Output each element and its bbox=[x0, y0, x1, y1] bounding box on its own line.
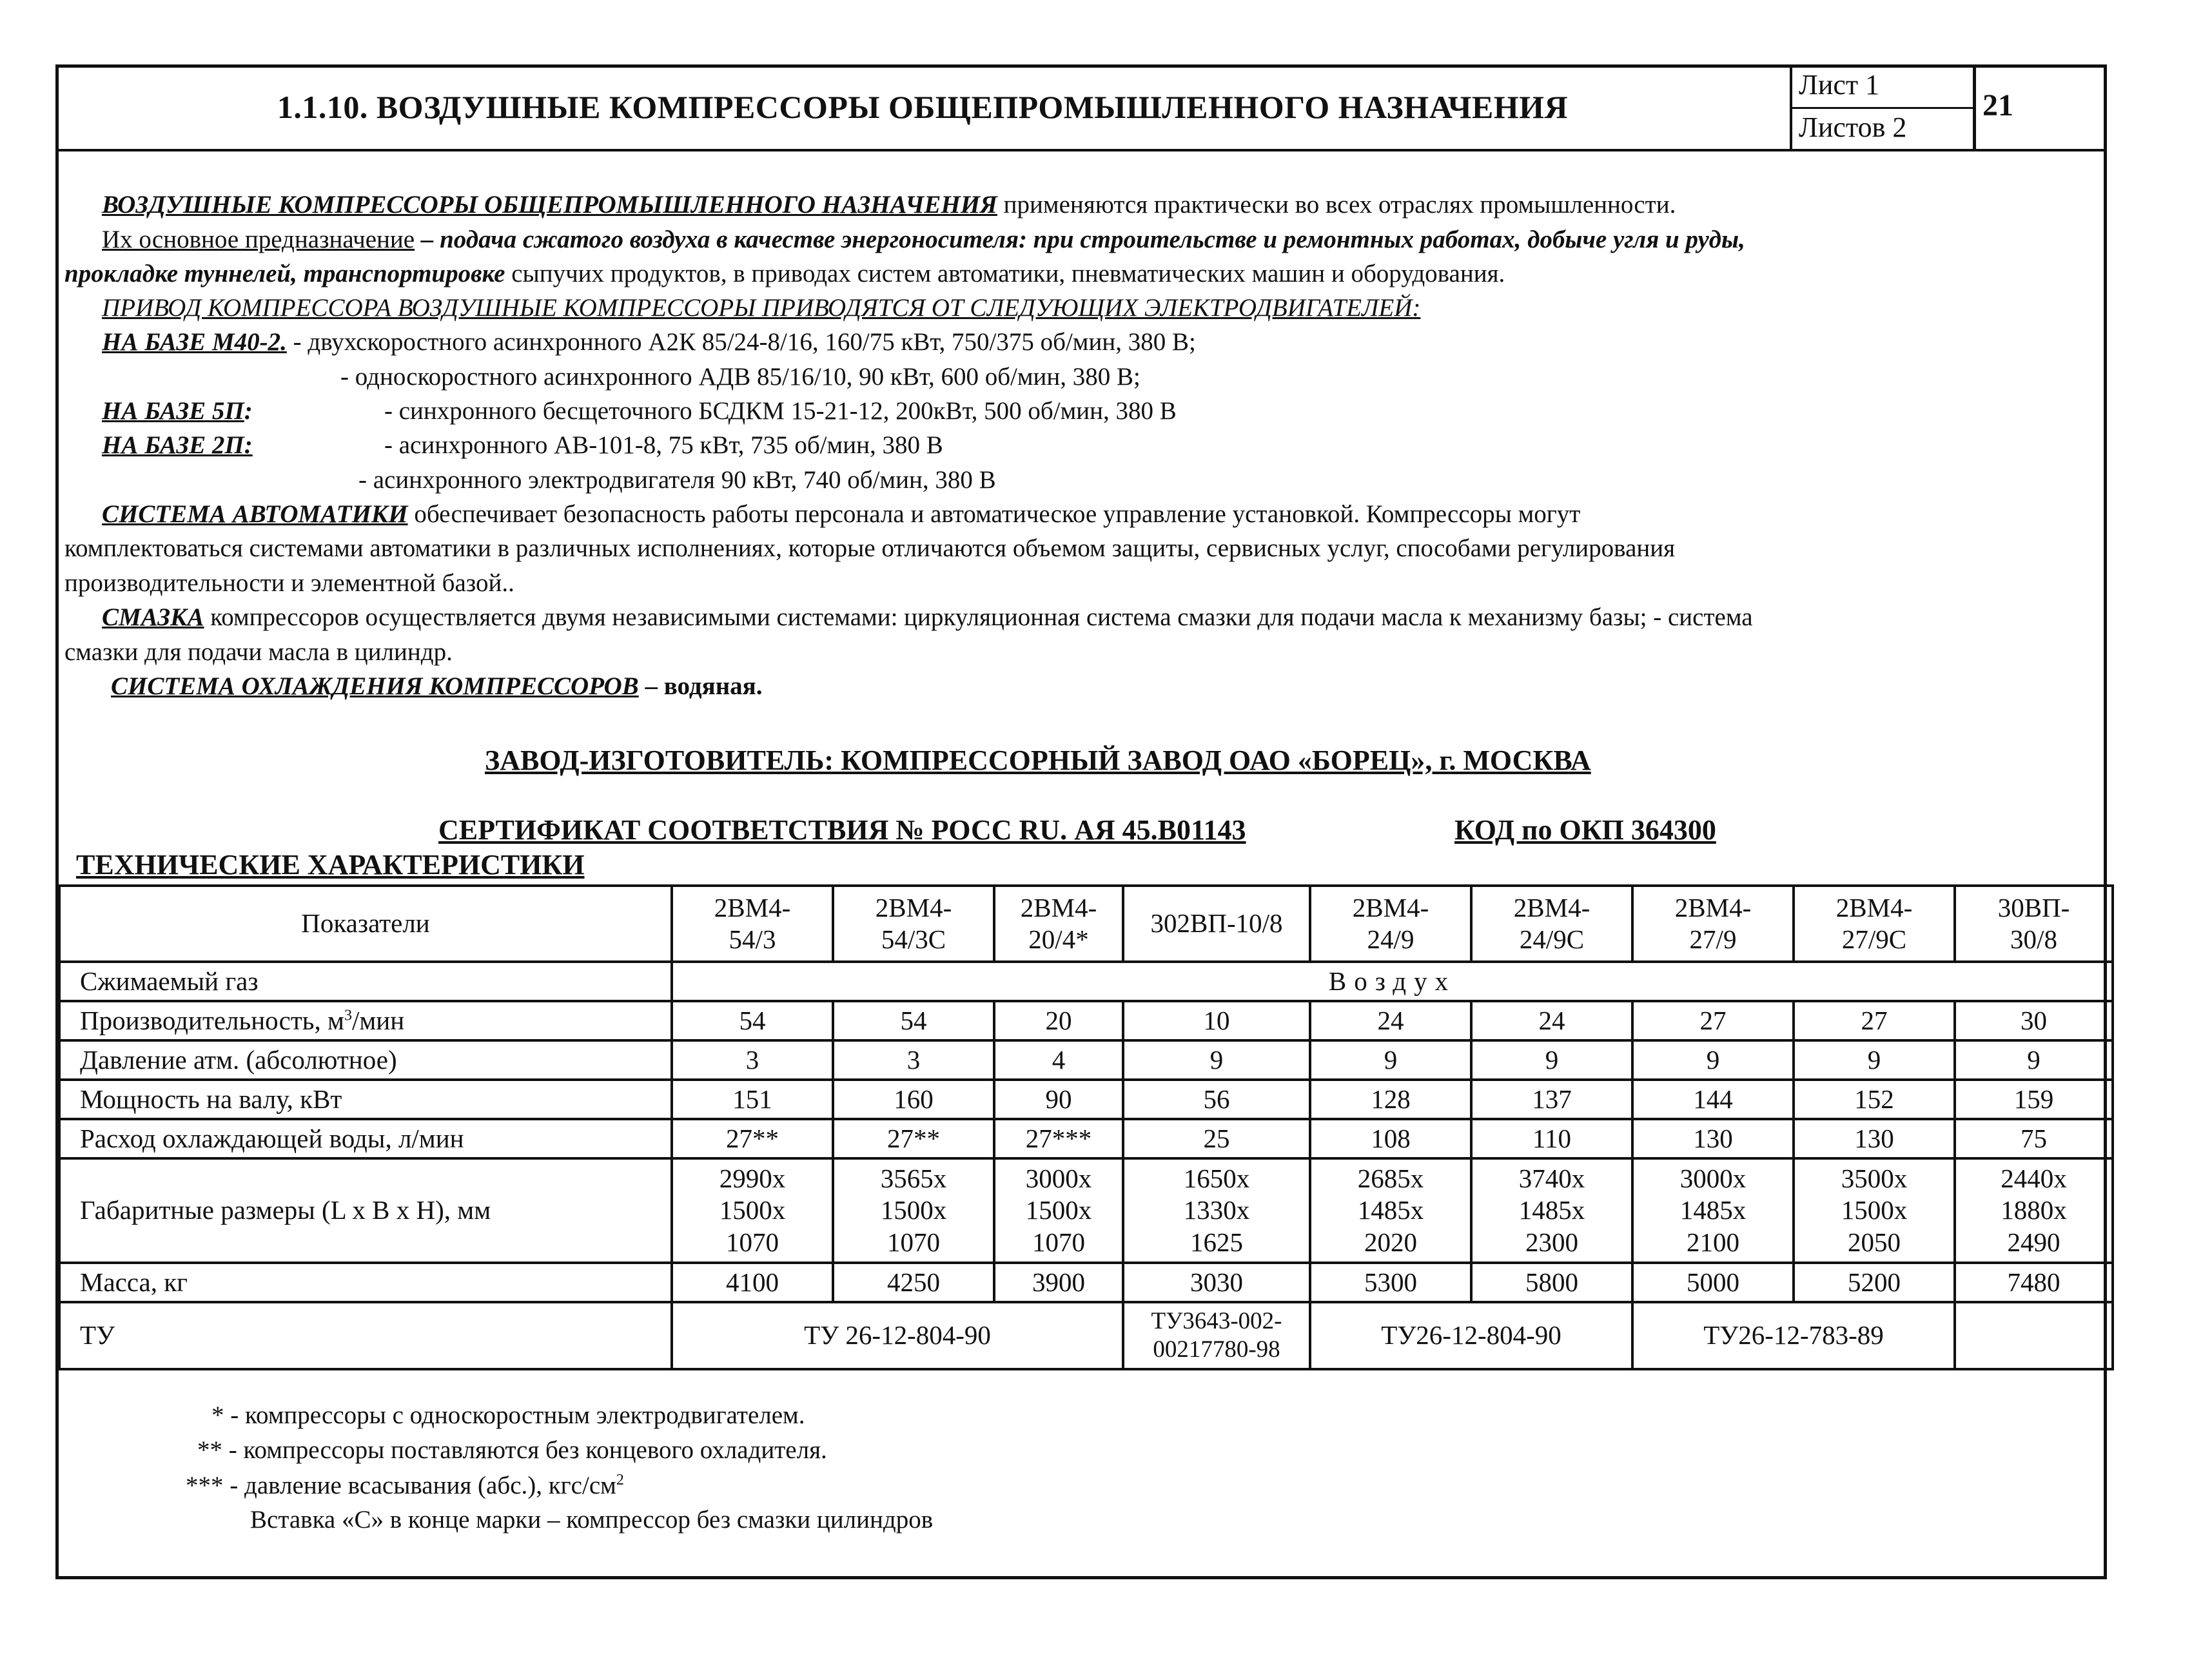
model-name-part: 2ВМ4- bbox=[1835, 892, 1913, 922]
dims-value: 2300 bbox=[1525, 1227, 1578, 1257]
automation-line-2: комплектоваться системами автоматики в различных исполнениях, которые отличаются объемом защиты, сервисных услуг, способами регулирования bbox=[64, 534, 1676, 562]
model-name-part: 30ВП- bbox=[1997, 892, 2070, 922]
row-label: Масса, кг bbox=[59, 1263, 672, 1302]
table-row bbox=[59, 1040, 2113, 1080]
dims-value: 1070 bbox=[726, 1227, 779, 1257]
dims-cell bbox=[1123, 1158, 1310, 1263]
purpose-text: – подача сжатого воздуха в качестве энергоносителя: при строительстве и ремонтных работах, добыче угля и руды, bbox=[415, 226, 1745, 253]
dims-value: 2100 bbox=[1687, 1227, 1739, 1257]
automation-line-3: производительности и элементной базой.. bbox=[64, 569, 514, 597]
sheet-number: Лист 1 bbox=[1799, 69, 1880, 101]
dims-value: 1650х bbox=[1183, 1164, 1250, 1194]
power-cell: 160 bbox=[833, 1080, 994, 1119]
mass-cell: 4100 bbox=[672, 1263, 833, 1302]
model-name-part: 27/9 bbox=[1689, 924, 1737, 954]
manufacturer: ЗАВОД-ИЗГОТОВИТЕЛЬ: КОМПРЕССОРНЫЙ ЗАВОД ОАО «БОРЕЦ», г. МОСКВА bbox=[485, 745, 1591, 776]
dims-value: 1485х bbox=[1357, 1195, 1424, 1225]
sheets-total: Листов 2 bbox=[1799, 112, 1907, 143]
power-cell: 90 bbox=[994, 1080, 1123, 1119]
row-label bbox=[59, 1001, 672, 1040]
model-name-part: 27/9С bbox=[1841, 924, 1907, 954]
dims-value: 1880х bbox=[2001, 1195, 2067, 1225]
base-2p-text-1: - асинхронного АВ-101-8, 75 кВт, 735 об/мин, 380 В bbox=[384, 431, 943, 459]
model-name-part: 54/3С bbox=[881, 924, 946, 954]
capacity-unit: /мин bbox=[351, 1005, 405, 1035]
capacity-cell: 54 bbox=[833, 1001, 994, 1040]
capacity-cell: 27 bbox=[1794, 1001, 1955, 1040]
certificate-number: СЕРТИФИКАТ СООТВЕТСТВИЯ № РОСС RU. АЯ 45.В01143 bbox=[438, 814, 1246, 846]
header-cell: Показатели bbox=[59, 886, 672, 962]
pressure-cell: 3 bbox=[672, 1040, 833, 1080]
table-row bbox=[59, 1001, 2113, 1040]
mass-cell: 7480 bbox=[1955, 1263, 2113, 1302]
footnote-3-sup: 2 bbox=[616, 1472, 624, 1488]
base-2p-text-2: - асинхронного электродвигателя 90 кВт, 740 об/мин, 380 В bbox=[358, 466, 996, 494]
power-cell: 137 bbox=[1471, 1080, 1632, 1119]
table-row bbox=[59, 1263, 2113, 1302]
intro-line-1 bbox=[102, 192, 1676, 217]
dims-cell bbox=[1310, 1158, 1471, 1263]
dims-value: 3000х bbox=[1025, 1164, 1092, 1194]
capacity-cell: 27 bbox=[1632, 1001, 1794, 1040]
model-cell bbox=[994, 886, 1123, 962]
model-name-part: 24/9 bbox=[1367, 924, 1414, 954]
tech-specs-heading: ТЕХНИЧЕСКИЕ ХАРАКТЕРИСТИКИ bbox=[76, 849, 585, 881]
pressure-cell: 9 bbox=[1471, 1040, 1632, 1080]
row-label: Давление атм. (абсолютное) bbox=[59, 1040, 672, 1080]
dims-value: 2990х bbox=[719, 1164, 786, 1194]
automation-line-1 bbox=[102, 502, 1580, 527]
base-5p-label bbox=[102, 398, 253, 424]
footnote-3-text: *** - давление всасывания (абс.), кгс/см bbox=[186, 1472, 616, 1499]
model-name-part: 20/4* bbox=[1028, 924, 1089, 954]
cooling-type: – водяная. bbox=[638, 672, 763, 700]
page-title-text: 1.1.10. ВОЗДУШНЫЕ КОМПРЕССОРЫ ОБЩЕПРОМЫШЛЕННОГО НАЗНАЧЕНИЯ bbox=[277, 88, 1569, 125]
dims-value: 3000х bbox=[1679, 1164, 1747, 1194]
lubrication-line-2: смазки для подачи масла в цилиндр. bbox=[64, 638, 453, 666]
water-cell: 27** bbox=[672, 1119, 833, 1158]
tu-cell: ТУ26-12-783-89 bbox=[1632, 1302, 1955, 1369]
base-2p-label bbox=[102, 433, 253, 458]
water-cell: 110 bbox=[1471, 1119, 1632, 1158]
dims-value: 1485х bbox=[1518, 1195, 1585, 1225]
base-5p-colon: : bbox=[244, 397, 253, 425]
dims-cell bbox=[1471, 1158, 1632, 1263]
dims-value: 3500х bbox=[1841, 1164, 1908, 1194]
dims-cell bbox=[994, 1158, 1123, 1263]
drive-heading-text: ПРИВОД КОМПРЕССОРА ВОЗДУШНЫЕ КОМПРЕССОРЫ ПРИВОДЯТСЯ ОТ СЛЕДУЮЩИХ ЭЛЕКТРОДВИГАТЕЛЕЙ: bbox=[102, 294, 1421, 322]
drive-heading bbox=[102, 295, 1420, 320]
cooling-lead: СИСТЕМА ОХЛАЖДЕНИЯ КОМПРЕССОРОВ bbox=[111, 672, 639, 700]
capacity-cell: 20 bbox=[994, 1001, 1123, 1040]
pressure-cell: 3 bbox=[833, 1040, 994, 1080]
capacity-cell: 24 bbox=[1310, 1001, 1471, 1040]
capacity-label: Производительность, м bbox=[80, 1005, 344, 1035]
automation-lead: СИСТЕМА АВТОМАТИКИ bbox=[102, 500, 408, 528]
dims-cell bbox=[833, 1158, 994, 1263]
automation-text: обеспечивает безопасность работы персонала и автоматическое управление установкой. Компрессоры могут bbox=[407, 500, 1581, 528]
footnote-2: ** - компрессоры поставляются без концевого охладителя. bbox=[197, 1436, 827, 1464]
lubrication-line-1 bbox=[102, 605, 1753, 630]
model-cell bbox=[672, 886, 833, 962]
dims-value: 1500х bbox=[880, 1195, 947, 1225]
model-cell bbox=[1471, 886, 1632, 962]
mass-cell: 5300 bbox=[1310, 1263, 1471, 1302]
capacity-cell: 24 bbox=[1471, 1001, 1632, 1040]
model-name-part: 302ВП-10/8 bbox=[1150, 908, 1283, 939]
gas-value: Воздух bbox=[672, 962, 2113, 1001]
dims-cell bbox=[1955, 1158, 2113, 1263]
mass-cell: 4250 bbox=[833, 1263, 994, 1302]
base-m40-line-2: - односкоростного асинхронного АДВ 85/16/10, 90 кВт, 600 об/мин, 380 В; bbox=[340, 363, 1140, 391]
water-cell: 108 bbox=[1310, 1119, 1471, 1158]
pressure-cell: 9 bbox=[1310, 1040, 1471, 1080]
pressure-cell: 9 bbox=[1794, 1040, 1955, 1080]
dims-value: 1070 bbox=[1032, 1227, 1085, 1257]
mass-cell: 3900 bbox=[994, 1263, 1123, 1302]
dims-value: 3565х bbox=[880, 1164, 947, 1194]
mass-cell: 5200 bbox=[1794, 1263, 1955, 1302]
lubrication-text: компрессоров осуществляется двумя независимыми системами: циркуляционная система смазки для подачи масла к механизму базы; - система bbox=[204, 603, 1753, 631]
capacity-cell: 30 bbox=[1955, 1001, 2113, 1040]
model-cell bbox=[1632, 886, 1794, 962]
intro-line-3 bbox=[64, 261, 1505, 286]
header-divider bbox=[55, 149, 2107, 151]
capacity-cell: 54 bbox=[672, 1001, 833, 1040]
page-title bbox=[55, 64, 1790, 149]
specs-table bbox=[58, 884, 2114, 1370]
header-separator bbox=[1790, 107, 1973, 109]
cooling-line bbox=[111, 674, 763, 699]
dims-value: 1330х bbox=[1183, 1195, 1250, 1225]
row-label: Габаритные размеры (L x B x H), мм bbox=[59, 1158, 672, 1263]
base-2p-label-text: НА БАЗЕ 2П: bbox=[102, 431, 253, 459]
dims-value: 1485х bbox=[1679, 1195, 1747, 1225]
purpose-text-rest: сыпучих продуктов, в приводах систем автоматики, пневматических машин и оборудования. bbox=[505, 260, 1505, 287]
pressure-cell: 4 bbox=[994, 1040, 1123, 1080]
purpose-label: Их основное предназначение bbox=[102, 226, 415, 253]
model-cell bbox=[833, 886, 994, 962]
base-m40-motor-1: - двухскоростного асинхронного А2К 85/24-8/16, 160/75 кВт, 750/375 об/мин, 380 В; bbox=[286, 328, 1196, 356]
water-cell: 75 bbox=[1955, 1119, 2113, 1158]
dims-value: 1500х bbox=[1841, 1195, 1908, 1225]
capacity-sup: 3 bbox=[344, 1007, 352, 1024]
dims-value: 2440х bbox=[2001, 1164, 2067, 1194]
dims-value: 2685х bbox=[1357, 1164, 1424, 1194]
model-cell bbox=[1123, 886, 1310, 962]
purpose-text-cont: прокладке туннелей, транспортировке bbox=[64, 260, 505, 287]
model-cell bbox=[1794, 886, 1955, 962]
dims-value: 1070 bbox=[887, 1227, 940, 1257]
mass-cell: 3030 bbox=[1123, 1263, 1310, 1302]
model-cell bbox=[1955, 886, 2113, 962]
row-label: ТУ bbox=[59, 1302, 672, 1369]
power-cell: 151 bbox=[672, 1080, 833, 1119]
intro-text: применяются практически во всех отраслях промышленности. bbox=[997, 191, 1676, 219]
base-m40-label: НА БАЗЕ М40-2. bbox=[102, 328, 287, 356]
dims-cell bbox=[1632, 1158, 1794, 1263]
power-cell: 144 bbox=[1632, 1080, 1794, 1119]
model-name-part: 2ВМ4- bbox=[875, 892, 952, 922]
mass-cell: 5000 bbox=[1632, 1263, 1794, 1302]
model-name-part: 2ВМ4- bbox=[1513, 892, 1590, 922]
pressure-cell: 9 bbox=[1632, 1040, 1794, 1080]
base-m40-line-1 bbox=[102, 329, 1196, 355]
power-cell: 56 bbox=[1123, 1080, 1310, 1119]
table-row bbox=[59, 1302, 2113, 1369]
water-cell: 25 bbox=[1123, 1119, 1310, 1158]
pressure-cell: 9 bbox=[1955, 1040, 2113, 1080]
header-separator bbox=[1973, 64, 1976, 149]
model-name-part: 2ВМ4- bbox=[714, 892, 791, 922]
lubrication-lead: СМАЗКА bbox=[102, 603, 204, 631]
water-cell: 27** bbox=[833, 1119, 994, 1158]
tu-cell: ТУ26-12-804-90 bbox=[1310, 1302, 1632, 1369]
intro-line-2 bbox=[102, 227, 1745, 252]
page-number: 21 bbox=[1982, 88, 2013, 122]
water-cell: 27*** bbox=[994, 1119, 1123, 1158]
table-header-row bbox=[59, 886, 2113, 962]
model-name-part: 2ВМ4- bbox=[1674, 892, 1752, 922]
model-name-part: 2ВМ4- bbox=[1352, 892, 1429, 922]
dims-value: 1625 bbox=[1190, 1227, 1243, 1257]
dims-value: 1500х bbox=[1025, 1195, 1092, 1225]
row-label: Расход охлаждающей воды, л/мин bbox=[59, 1119, 672, 1158]
footnote-note: Вставка «С» в конце марки – компрессор без смазки цилиндров bbox=[250, 1506, 934, 1534]
base-5p-label-text: НА БАЗЕ 5П bbox=[102, 397, 244, 425]
capacity-cell: 10 bbox=[1123, 1001, 1310, 1040]
model-name-part: 24/9С bbox=[1519, 924, 1585, 954]
dims-cell bbox=[672, 1158, 833, 1263]
footnote-1: * - компрессоры с односкоростным электродвигателем. bbox=[211, 1401, 805, 1429]
intro-lead: ВОЗДУШНЫЕ КОМПРЕССОРЫ ОБЩЕПРОМЫШЛЕННОГО НАЗНАЧЕНИЯ bbox=[102, 191, 997, 219]
tu-cell bbox=[1123, 1302, 1310, 1369]
okp-code: КОД по ОКП 364300 bbox=[1454, 814, 1716, 846]
water-cell: 130 bbox=[1632, 1119, 1794, 1158]
tu-cell-part: 00217780-98 bbox=[1153, 1336, 1280, 1363]
base-5p-text: - синхронного бесщеточного БСДКМ 15-21-12, 200кВт, 500 об/мин, 380 В bbox=[384, 397, 1177, 425]
model-name-part: 54/3 bbox=[729, 924, 776, 954]
model-name-part: 2ВМ4- bbox=[1020, 892, 1097, 922]
dims-value: 1500х bbox=[719, 1195, 786, 1225]
power-cell: 159 bbox=[1955, 1080, 2113, 1119]
tu-cell-part: ТУ3643-002- bbox=[1151, 1307, 1282, 1334]
table-row bbox=[59, 1158, 2113, 1263]
tu-cell bbox=[1955, 1302, 2113, 1369]
row-label: Сжимаемый газ bbox=[59, 962, 672, 1001]
tu-cell: ТУ 26-12-804-90 bbox=[672, 1302, 1123, 1369]
power-cell: 152 bbox=[1794, 1080, 1955, 1119]
mass-cell: 5800 bbox=[1471, 1263, 1632, 1302]
table-row bbox=[59, 1119, 2113, 1158]
dims-value: 2490 bbox=[2007, 1227, 2060, 1257]
model-cell bbox=[1310, 886, 1471, 962]
model-name-part: 30/8 bbox=[2010, 924, 2057, 954]
water-cell: 130 bbox=[1794, 1119, 1955, 1158]
dims-value: 2050 bbox=[1848, 1227, 1901, 1257]
dims-value: 3740х bbox=[1518, 1164, 1585, 1194]
dims-cell bbox=[1794, 1158, 1955, 1263]
table-row bbox=[59, 1080, 2113, 1119]
power-cell: 128 bbox=[1310, 1080, 1471, 1119]
table-row bbox=[59, 962, 2113, 1001]
dims-value: 2020 bbox=[1364, 1227, 1417, 1257]
pressure-cell: 9 bbox=[1123, 1040, 1310, 1080]
footnote-3 bbox=[186, 1472, 624, 1498]
row-label: Мощность на валу, кВт bbox=[59, 1080, 672, 1119]
